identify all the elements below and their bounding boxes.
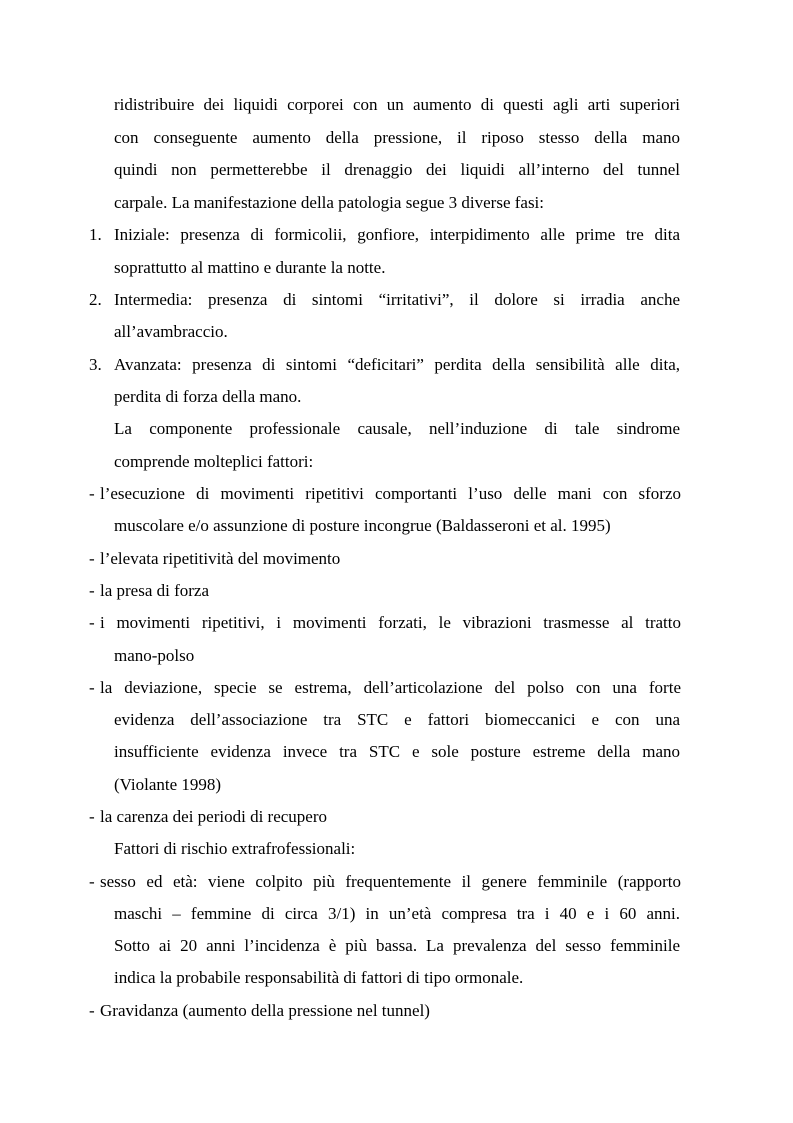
list-item-text: mano-polso bbox=[114, 646, 195, 665]
list-dash: - bbox=[89, 484, 95, 503]
list-item-text: l’elevata ripetitività del movimento bbox=[100, 549, 341, 568]
list-item-text: i movimenti ripetitivi, i movimenti forzati, le vibrazioni trasmesse al tratto bbox=[100, 613, 681, 632]
list-item-text: soprattutto al mattino e durante la notte. bbox=[114, 258, 386, 277]
list-item-text: Iniziale: presenza di formicolii, gonfiore, interpidimento alle prime tre dita bbox=[114, 225, 680, 244]
list-item-text: maschi – femmine di circa 3/1) in un’età compresa tra i 40 e i 60 anni. bbox=[114, 904, 680, 923]
paragraph-line: con conseguente aumento della pressione, il riposo stesso della mano bbox=[114, 128, 680, 147]
list-dash: - bbox=[89, 581, 95, 600]
list-item-text: Avanzata: presenza di sintomi “deficitari” perdita della sensibilità alle dita, bbox=[114, 355, 680, 374]
list-item-text: muscolare e/o assunzione di posture incongrue (Baldasseroni et al. 1995) bbox=[114, 516, 611, 535]
list-item-text: (Violante 1998) bbox=[114, 775, 222, 794]
list-item-text: insufficiente evidenza invece tra STC e sole posture estreme della mano bbox=[114, 742, 680, 761]
list-dash: - bbox=[89, 1001, 95, 1020]
paragraph-line: La componente professionale causale, nell’induzione di tale sindrome bbox=[114, 419, 680, 438]
list-number: 1. bbox=[89, 225, 102, 244]
list-item-text: indica la probabile responsabilità di fattori di tipo ormonale. bbox=[114, 968, 524, 987]
list-item-text: all’avambraccio. bbox=[114, 322, 228, 341]
list-number: 2. bbox=[89, 290, 102, 309]
list-item-text: Gravidanza (aumento della pressione nel tunnel) bbox=[100, 1001, 430, 1020]
list-dash: - bbox=[89, 807, 95, 826]
list-item-text: la deviazione, specie se estrema, dell’articolazione del polso con una forte bbox=[100, 678, 681, 697]
list-number: 3. bbox=[89, 355, 102, 374]
list-item-text: sesso ed età: viene colpito più frequentemente il genere femminile (rapporto bbox=[100, 872, 681, 891]
list-dash: - bbox=[89, 872, 95, 891]
section-heading: Fattori di rischio extrafrofessionali: bbox=[114, 839, 356, 858]
paragraph-line: ridistribuire dei liquidi corporei con un aumento di questi agli arti superiori bbox=[114, 95, 680, 114]
list-item-text: evidenza dell’associazione tra STC e fattori biomeccanici e con una bbox=[114, 710, 680, 729]
list-item-text: l’esecuzione di movimenti ripetitivi comportanti l’uso delle mani con sforzo bbox=[100, 484, 681, 503]
list-item-text: la carenza dei periodi di recupero bbox=[100, 807, 328, 826]
list-item-text: perdita di forza della mano. bbox=[114, 387, 302, 406]
list-dash: - bbox=[89, 613, 95, 632]
list-dash: - bbox=[89, 678, 95, 697]
list-item-text: la presa di forza bbox=[100, 581, 210, 600]
list-item-text: Intermedia: presenza di sintomi “irritativi”, il dolore si irradia anche bbox=[114, 290, 680, 309]
list-item-text: Sotto ai 20 anni l’incidenza è più bassa. La prevalenza del sesso femminile bbox=[114, 936, 680, 955]
paragraph-line: quindi non permetterebbe il drenaggio dei liquidi all’interno del tunnel bbox=[114, 160, 680, 179]
paragraph-line: comprende molteplici fattori: bbox=[114, 452, 314, 471]
list-dash: - bbox=[89, 549, 95, 568]
paragraph-line: carpale. La manifestazione della patologia segue 3 diverse fasi: bbox=[114, 193, 545, 212]
